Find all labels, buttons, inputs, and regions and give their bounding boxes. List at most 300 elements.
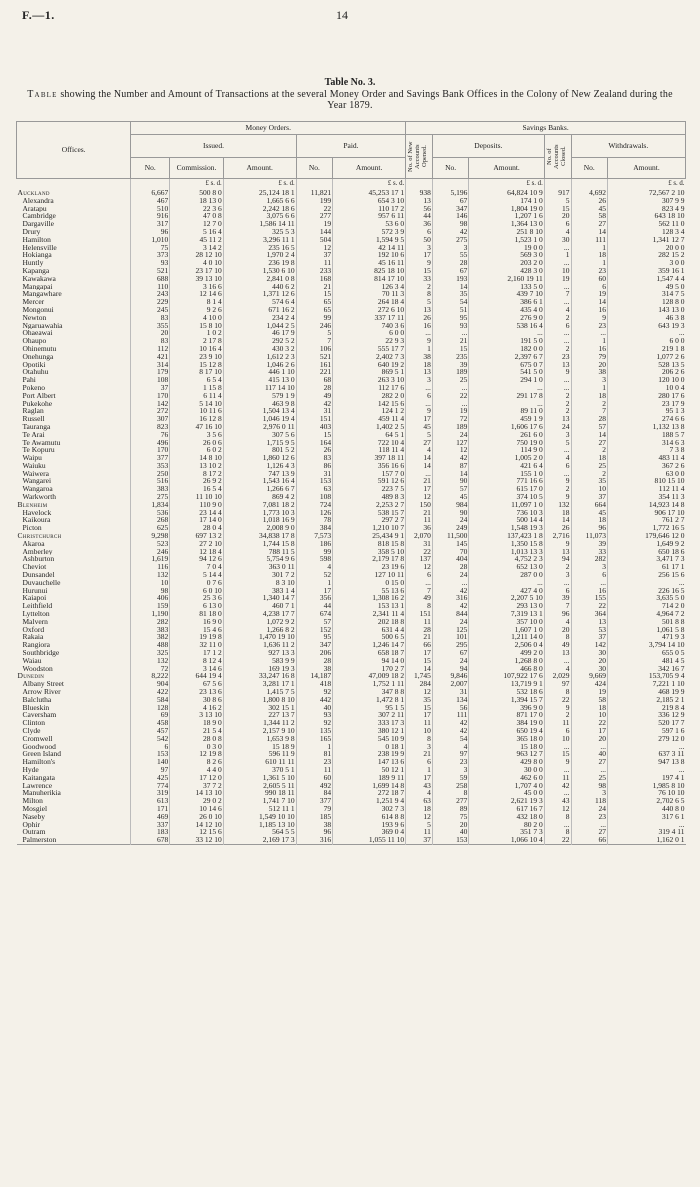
table-row [17, 602, 686, 610]
currency-unit: £ s. d. [608, 179, 686, 190]
table-cell: 459 11 4 [333, 415, 406, 423]
table-cell: 6 [131, 743, 170, 751]
table-cell: 14 [406, 462, 433, 470]
table-row [17, 680, 686, 688]
table-cell: 317 6 1 [608, 813, 686, 821]
issued-header: Issued. [131, 135, 296, 158]
table-cell: 93 [296, 711, 332, 719]
table-cell: 12 [406, 688, 433, 696]
table-cell: 17 [296, 587, 332, 595]
table-cell: 108 [296, 493, 332, 501]
table-cell: 397 18 11 [333, 454, 406, 462]
table-cell: 16 [406, 322, 433, 330]
table-cell: 67 [432, 267, 468, 275]
table-cell: 9 [544, 704, 571, 712]
table-row [17, 735, 686, 743]
table-row [17, 290, 686, 298]
table-cell: ... [544, 579, 571, 587]
table-row [17, 540, 686, 548]
table-cell: 134 [432, 696, 468, 704]
table-cell: 50 12 1 [333, 766, 406, 774]
table-cell: 963 12 7 [469, 750, 544, 758]
table-cell: 279 12 0 [608, 735, 686, 743]
table-cell: 664 [571, 501, 607, 509]
table-row [17, 384, 686, 392]
table-cell: 384 [296, 524, 332, 532]
table-cell: 354 11 3 [608, 493, 686, 501]
table-cell: 99 [296, 548, 332, 556]
table-row [17, 275, 686, 283]
table-cell: 8 2 6 [170, 758, 224, 766]
table-cell: 869 5 1 [333, 368, 406, 376]
table-cell: 678 [131, 836, 170, 844]
table-cell: 8 [406, 602, 433, 610]
paid-amount-header: Amount. [333, 158, 406, 179]
table-cell: 18 [571, 392, 607, 400]
table-cell: 2 [406, 283, 433, 291]
table-cell: 0 18 1 [333, 743, 406, 751]
table-cell: 7,573 [296, 532, 332, 540]
table-cell: 2,008 9 0 [223, 524, 296, 532]
table-cell: 10 [544, 267, 571, 275]
table-cell: 466 8 0 [469, 665, 544, 673]
table-cell: 12 18 4 [170, 548, 224, 556]
table-cell: 42 [296, 400, 332, 408]
table-cell: 333 17 3 [333, 719, 406, 727]
table-cell: 488 [131, 641, 170, 649]
table-cell: 277 [296, 212, 332, 220]
table-row [17, 813, 686, 821]
table-cell: 747 13 9 [223, 470, 296, 478]
table-cell: 66 [406, 641, 433, 649]
table-cell: 12 [406, 813, 433, 821]
table-cell: 189 [432, 368, 468, 376]
table-cell: 40 [432, 828, 468, 836]
table-row [17, 353, 686, 361]
table-cell: 356 16 6 [333, 462, 406, 470]
table-cell: 302 15 1 [223, 704, 296, 712]
table-cell: 5 [406, 821, 433, 829]
table-cell: 235 16 5 [223, 244, 296, 252]
table-cell: 94 12 6 [170, 555, 224, 563]
table-cell: 650 18 6 [608, 548, 686, 556]
table-cell: 9 [571, 314, 607, 322]
closed-accounts-header [544, 135, 571, 179]
table-cell: 14,187 [296, 672, 332, 680]
table-row [17, 220, 686, 228]
table-row [17, 688, 686, 696]
table-cell: 106 [296, 345, 332, 353]
table-cell: 246 [131, 548, 170, 556]
table-cell: 3 [432, 766, 468, 774]
table-cell: 96 [296, 828, 332, 836]
table-cell: 2,397 6 7 [469, 353, 544, 361]
table-cell: ... [544, 283, 571, 291]
table-cell: 3 [544, 431, 571, 439]
table-cell: 18 13 0 [170, 197, 224, 205]
table-cell: 4,964 7 2 [608, 610, 686, 618]
table-cell: 643 19 3 [608, 322, 686, 330]
table-cell: 363 0 11 [223, 563, 296, 571]
table-cell: 81 [296, 750, 332, 758]
table-cell: 4 [544, 454, 571, 462]
table-cell: 35 [432, 290, 468, 298]
table-cell: 38 [296, 821, 332, 829]
table-row [17, 485, 686, 493]
table-cell: 30 [571, 649, 607, 657]
money-orders-header: Money Orders. [131, 122, 406, 135]
table-cell: 38 [571, 368, 607, 376]
withdrawals-no-header: No. [571, 158, 607, 179]
table-cell: 8 1 4 [170, 298, 224, 306]
table-cell: 26 [296, 446, 332, 454]
table-cell: 42 [544, 782, 571, 790]
table-cell: 23 [432, 758, 468, 766]
table-cell: 114 9 0 [469, 446, 544, 454]
table-cell: ... [469, 384, 544, 392]
table-cell: 18 [406, 805, 433, 813]
table-cell: 159 [131, 602, 170, 610]
table-cell: 3 14 6 [170, 665, 224, 673]
withdrawals-amount-header: Amount. [608, 158, 686, 179]
table-cell: 1,132 13 8 [608, 423, 686, 431]
table-cell: ... [432, 400, 468, 408]
table-cell: 428 3 0 [469, 267, 544, 275]
office-name: Manuherikia [22, 789, 61, 798]
table-cell: 140 [131, 758, 170, 766]
table-cell: 31 [432, 688, 468, 696]
table-cell: 19 [571, 688, 607, 696]
table-row [17, 594, 686, 602]
table-cell: 430 3 2 [223, 345, 296, 353]
table-cell: 44 [296, 602, 332, 610]
table-cell: 57 [432, 485, 468, 493]
closed-accounts-label: No. of Accounts Closed. [545, 144, 567, 169]
table-row [17, 579, 686, 587]
table-cell: 1,211 14 0 [469, 633, 544, 641]
table-row [17, 228, 686, 236]
table-cell: 440 8 0 [608, 805, 686, 813]
office-name: Waiau [22, 656, 42, 665]
table-cell: 94 14 0 [333, 657, 406, 665]
office-name: Oxford [22, 625, 45, 634]
table-cell: ... [544, 766, 571, 774]
table-cell: 23 [571, 322, 607, 330]
table-cell: 69 [131, 711, 170, 719]
table-cell: 367 2 6 [608, 462, 686, 470]
table-cell: 319 [131, 789, 170, 797]
table-cell: 171 [131, 805, 170, 813]
table-cell: 671 16 2 [223, 306, 296, 314]
table-cell: 16 [571, 345, 607, 353]
table-cell: 25 [432, 376, 468, 384]
table-cell: 572 3 9 [333, 228, 406, 236]
table-cell: 564 5 5 [223, 828, 296, 836]
table-cell: 272 18 7 [333, 789, 406, 797]
table-cell: 14 [544, 516, 571, 524]
table-cell: 118 [571, 797, 607, 805]
table-cell: 223 7 5 [333, 485, 406, 493]
table-cell: 21 [432, 337, 468, 345]
table-cell: 170 2 7 [333, 665, 406, 673]
currency-unit [406, 179, 433, 190]
table-cell: 27 [406, 439, 433, 447]
table-cell: 1,341 12 7 [608, 236, 686, 244]
deposits-header: Deposits. [432, 135, 544, 158]
table-cell: 146 [432, 212, 468, 220]
table-cell: 2,179 17 8 [333, 555, 406, 563]
table-cell: 404 [432, 555, 468, 563]
table-cell: 31 [296, 407, 332, 415]
table-cell: 740 3 6 [333, 322, 406, 330]
table-cell: 28 0 4 [170, 524, 224, 532]
table-cell: 287 0 0 [469, 571, 544, 579]
table-cell: 219 1 8 [608, 345, 686, 353]
currency-unit [131, 179, 170, 190]
table-cell: 6 [571, 283, 607, 291]
table-cell: 30 8 6 [170, 696, 224, 704]
table-cell: 168 [296, 275, 332, 283]
table-cell: 421 [131, 353, 170, 361]
office-name: Te Awamutu [22, 438, 61, 447]
table-cell: 53 6 0 [333, 220, 406, 228]
table-cell: 97 [432, 750, 468, 758]
office-name: Kaiapoi [22, 594, 47, 603]
table-cell: 23 14 4 [170, 509, 224, 517]
table-cell: 1,745 [406, 672, 433, 680]
table-cell: 406 [131, 594, 170, 602]
table-cell: 75 [131, 244, 170, 252]
table-cell: 1,266 8 2 [223, 626, 296, 634]
table-cell: 155 [571, 594, 607, 602]
table-cell: 179 [131, 368, 170, 376]
table-row [17, 649, 686, 657]
table-cell: 500 6 5 [333, 633, 406, 641]
table-cell: 8 17 10 [170, 368, 224, 376]
table-cell: 8 12 4 [170, 657, 224, 665]
table-cell: 1,547 4 4 [608, 275, 686, 283]
table-cell: 36 [406, 524, 433, 532]
table-cell: 22 3 6 [170, 205, 224, 213]
table-cell: 37 [296, 251, 332, 259]
table-cell: 153,705 9 4 [608, 672, 686, 680]
table-cell: 424 [571, 680, 607, 688]
table-cell: 112 11 4 [608, 485, 686, 493]
table-cell: 11 [406, 516, 433, 524]
table-cell: 28 [432, 259, 468, 267]
table-cell: 356 [296, 594, 332, 602]
table-row [17, 610, 686, 618]
table-cell: 37 [571, 633, 607, 641]
table-row [17, 368, 686, 376]
table-cell: 3 [432, 244, 468, 252]
table-cell: 170 [131, 446, 170, 454]
table-cell: 598 [296, 555, 332, 563]
table-cell: 202 18 8 [333, 618, 406, 626]
table-cell: 675 0 7 [469, 361, 544, 369]
table-cell: 823 [131, 423, 170, 431]
table-cell: 26 [406, 314, 433, 322]
table-cell: 13 [571, 618, 607, 626]
table-cell: 117 14 10 [223, 384, 296, 392]
table-cell: 2,716 [544, 532, 571, 540]
table-cell: 256 15 6 [608, 571, 686, 579]
table-cell: 3 [571, 376, 607, 384]
table-cell: 11,073 [571, 532, 607, 540]
table-cell: 20 [432, 821, 468, 829]
table-cell: 3,471 7 3 [608, 555, 686, 563]
table-cell: 18 [571, 704, 607, 712]
table-cell: 1,185 13 10 [223, 821, 296, 829]
table-cell: 14 [406, 665, 433, 673]
currency-unit [432, 179, 468, 190]
table-cell: 4 [432, 743, 468, 751]
table-cell: 810 15 10 [608, 477, 686, 485]
table-cell: 45 11 2 [170, 236, 224, 244]
table-cell: 95 1 5 [333, 704, 406, 712]
table-cell: 5 [296, 329, 332, 337]
table-cell: 142 [131, 400, 170, 408]
table-cell: 57 [296, 618, 332, 626]
table-cell: 238 19 9 [333, 750, 406, 758]
table-row [17, 337, 686, 345]
office-name: Palmerston [22, 836, 57, 845]
table-cell: 21 [406, 509, 433, 517]
table-cell: 337 17 11 [333, 314, 406, 322]
paid-no-header: No. [296, 158, 332, 179]
table-cell: 142 15 6 [333, 400, 406, 408]
table-row [17, 758, 686, 766]
table-cell: 459 1 9 [469, 415, 544, 423]
office-name: Leithfield [22, 602, 53, 611]
office-name: Warkworth [22, 493, 57, 501]
table-cell: 27 2 10 [170, 540, 224, 548]
withdrawals-header: Withdrawals. [571, 135, 685, 158]
table-cell: 164 [296, 439, 332, 447]
table-cell: 20 [131, 329, 170, 337]
table-cell: 17 [406, 774, 433, 782]
table-cell: 34,838 17 8 [223, 532, 296, 540]
table-cell: 418 [296, 680, 332, 688]
table-cell: 3 16 6 [170, 283, 224, 291]
table-cell: 126 3 4 [333, 283, 406, 291]
table-cell: 788 11 5 [223, 548, 296, 556]
table-row [17, 189, 686, 197]
table-cell: 152 [296, 626, 332, 634]
office-name: Mercer [22, 298, 45, 306]
table-cell: 24 [432, 431, 468, 439]
issued-no-header: No. [131, 158, 170, 179]
table-cell: ... [571, 821, 607, 829]
table-cell: 282 [131, 618, 170, 626]
table-cell: 40 [296, 704, 332, 712]
table-cell: 421 6 4 [469, 462, 544, 470]
new-accounts-header [406, 135, 433, 179]
table-cell: ... [469, 579, 544, 587]
table-cell: 3,794 14 10 [608, 641, 686, 649]
office-name: Mosgiel [22, 804, 48, 813]
table-cell: 380 12 1 [333, 727, 406, 735]
table-cell: 446 1 10 [223, 368, 296, 376]
table-cell: 99 [296, 314, 332, 322]
table-cell: 542 [131, 735, 170, 743]
table-row [17, 532, 686, 540]
table-cell: 120 10 0 [608, 376, 686, 384]
table-cell: 1 [544, 251, 571, 259]
table-cell: ... [544, 821, 571, 829]
table-cell: 555 17 7 [333, 345, 406, 353]
table-cell: 37 [131, 384, 170, 392]
table-cell: 145 [432, 540, 468, 548]
table-cell: 14 8 10 [170, 454, 224, 462]
table-cell: 93 [131, 259, 170, 267]
table-cell: 38 [296, 665, 332, 673]
table-row [17, 361, 686, 369]
table-cell: 2 [544, 407, 571, 415]
table-cell: 347 8 8 [333, 688, 406, 696]
table-cell: 191 5 0 [469, 337, 544, 345]
table-cell: 8 [432, 789, 468, 797]
table-cell: 457 [131, 727, 170, 735]
office-name: Newton [22, 313, 47, 322]
table-cell: 463 9 8 [223, 400, 296, 408]
table-cell: 917 [544, 189, 571, 197]
table-cell: 19 [432, 407, 468, 415]
office-name: Caversham [22, 711, 57, 720]
table-cell: 4 10 0 [170, 314, 224, 322]
table-cell: 44 [406, 212, 433, 220]
office-name: Helensville [22, 243, 57, 252]
table-cell: 8 [544, 828, 571, 836]
table-cell: 235 [432, 353, 468, 361]
table-cell: 49 5 0 [608, 283, 686, 291]
table-cell: 307 9 9 [608, 197, 686, 205]
table-cell: 4 [406, 446, 433, 454]
table-cell: 249 [432, 524, 468, 532]
table-cell: 5 16 4 [170, 228, 224, 236]
table-cell: 11 [296, 259, 332, 267]
table-cell: 9 [544, 493, 571, 501]
table-cell: 110 17 2 [333, 205, 406, 213]
table-cell: 128 3 4 [608, 228, 686, 236]
table-row [17, 555, 686, 563]
table-cell: 1 [571, 244, 607, 252]
table-cell: 28 [296, 657, 332, 665]
table-cell: 396 9 0 [469, 704, 544, 712]
table-cell: 37 [571, 493, 607, 501]
table-cell: 153 13 1 [333, 602, 406, 610]
office-name: Lyttelton [22, 610, 50, 618]
table-cell: 14 [571, 228, 607, 236]
table-cell: 500 14 4 [469, 516, 544, 524]
table-cell: 15 [406, 704, 433, 712]
table-cell: 95 [432, 314, 468, 322]
table-cell: 20 [544, 212, 571, 220]
table-cell: 1,394 15 7 [469, 696, 544, 704]
table-cell: 1 [406, 766, 433, 774]
table-cell: 501 8 8 [608, 618, 686, 626]
office-name: Ashburton [22, 555, 55, 564]
table-cell: 12 15 6 [170, 828, 224, 836]
table-cell: 1,246 14 7 [333, 641, 406, 649]
office-name: Waiwera [22, 469, 49, 478]
table-cell: 19 0 0 [469, 244, 544, 252]
table-cell: 124 1 2 [333, 407, 406, 415]
table-cell: 574 6 4 [223, 298, 296, 306]
table-cell: 101 [432, 633, 468, 641]
table-row [17, 672, 686, 680]
table-title: Table No. 3. [324, 77, 376, 88]
